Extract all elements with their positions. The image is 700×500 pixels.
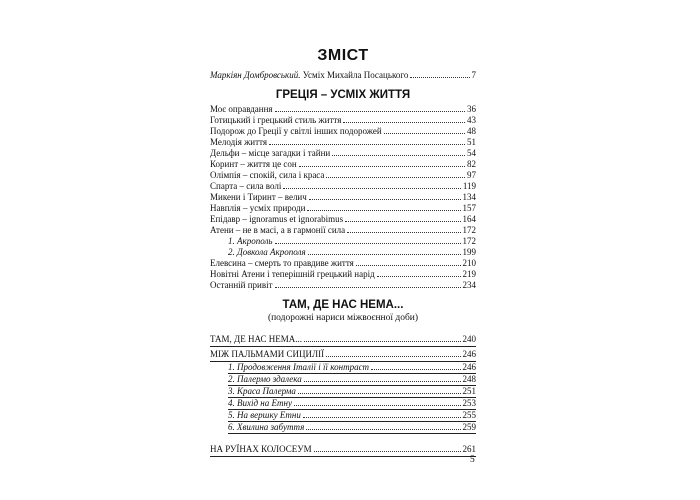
toc-entry: Олімпія – спокій, сила і краса 97	[210, 170, 476, 180]
toc-entry: Коринт – життя це сон 82	[210, 159, 476, 169]
toc-entry: Мелодія життя 51	[210, 137, 476, 147]
toc-subentry: 1. Продовження Італії і її контраст 246	[228, 362, 476, 372]
toc-entry: Моє оправдання 36	[210, 104, 476, 114]
section-subtitle: (подорожні нариси міжвоєнної доби)	[267, 313, 419, 323]
toc-entry: Навплія – усміх природи 157	[210, 203, 476, 213]
toc-entry: Епідавр – ignoramus et ignorabimus 164	[210, 214, 476, 224]
toc-entry: Микени і Тиринт – велич 134	[210, 192, 476, 202]
leader-dots	[410, 77, 469, 78]
toc-entry: Новітні Атени і теперішній грецький нарід 219	[210, 269, 476, 279]
toc-title: ЗМІСТ	[317, 47, 369, 64]
intro-title: Усміх Михайла Посацького	[300, 70, 409, 80]
toc-subentry: 4. Вихід на Етну 253	[228, 398, 476, 408]
divider	[210, 346, 476, 347]
toc-subentry: 3. Краса Палерма 251	[228, 386, 476, 396]
toc-subentry: 1. Акрополь 172	[228, 236, 476, 246]
divider	[210, 456, 476, 457]
intro-author: Маркіян Домбровський.	[210, 70, 301, 80]
page-number: 5	[470, 455, 475, 465]
toc-page	[210, 0, 476, 500]
divider	[228, 433, 476, 434]
toc-subentry: 2. Довкола Акрополя 199	[228, 247, 476, 257]
toc-subentry: 2. Палермо здалека 248	[228, 374, 476, 384]
toc-entry: ТАМ, ДЕ НАС НЕМА... 240	[210, 334, 476, 344]
toc-entry: Останній привіт 234	[210, 280, 476, 290]
section-heading-abroad: ТАМ, ДЕ НАС НЕМА...	[282, 299, 404, 311]
toc-entry: Готицький і грецький стиль життя 43	[210, 115, 476, 125]
toc-entry: Спарта – сила волі 119	[210, 181, 476, 191]
toc-subentry: 5. На вершку Етни 255	[228, 410, 476, 420]
toc-entry: Дельфи – місце загадки і тайни 54	[210, 148, 476, 158]
toc-entry: НА РУЇНАХ КОЛОСЕУМ 261	[210, 444, 476, 454]
toc-entry: Подорож до Греції у світлі інших подорожей 48	[210, 126, 476, 136]
toc-subentry: 6. Хвилина забуття 259	[228, 422, 476, 432]
toc-entry: Елевсина – смерть то правдиве життя 210	[210, 258, 476, 268]
toc-entry-intro	[210, 70, 476, 81]
toc-entry: Атени – не в масі, а в гармонії сила 172	[210, 225, 476, 235]
section-heading-greece: ГРЕЦІЯ – УСМІХ ЖИТТЯ	[275, 89, 411, 101]
toc-page-number: 7	[471, 70, 476, 80]
toc-entry: МІЖ ПАЛЬМАМИ СИЦИЛІЇ 246	[210, 349, 476, 359]
